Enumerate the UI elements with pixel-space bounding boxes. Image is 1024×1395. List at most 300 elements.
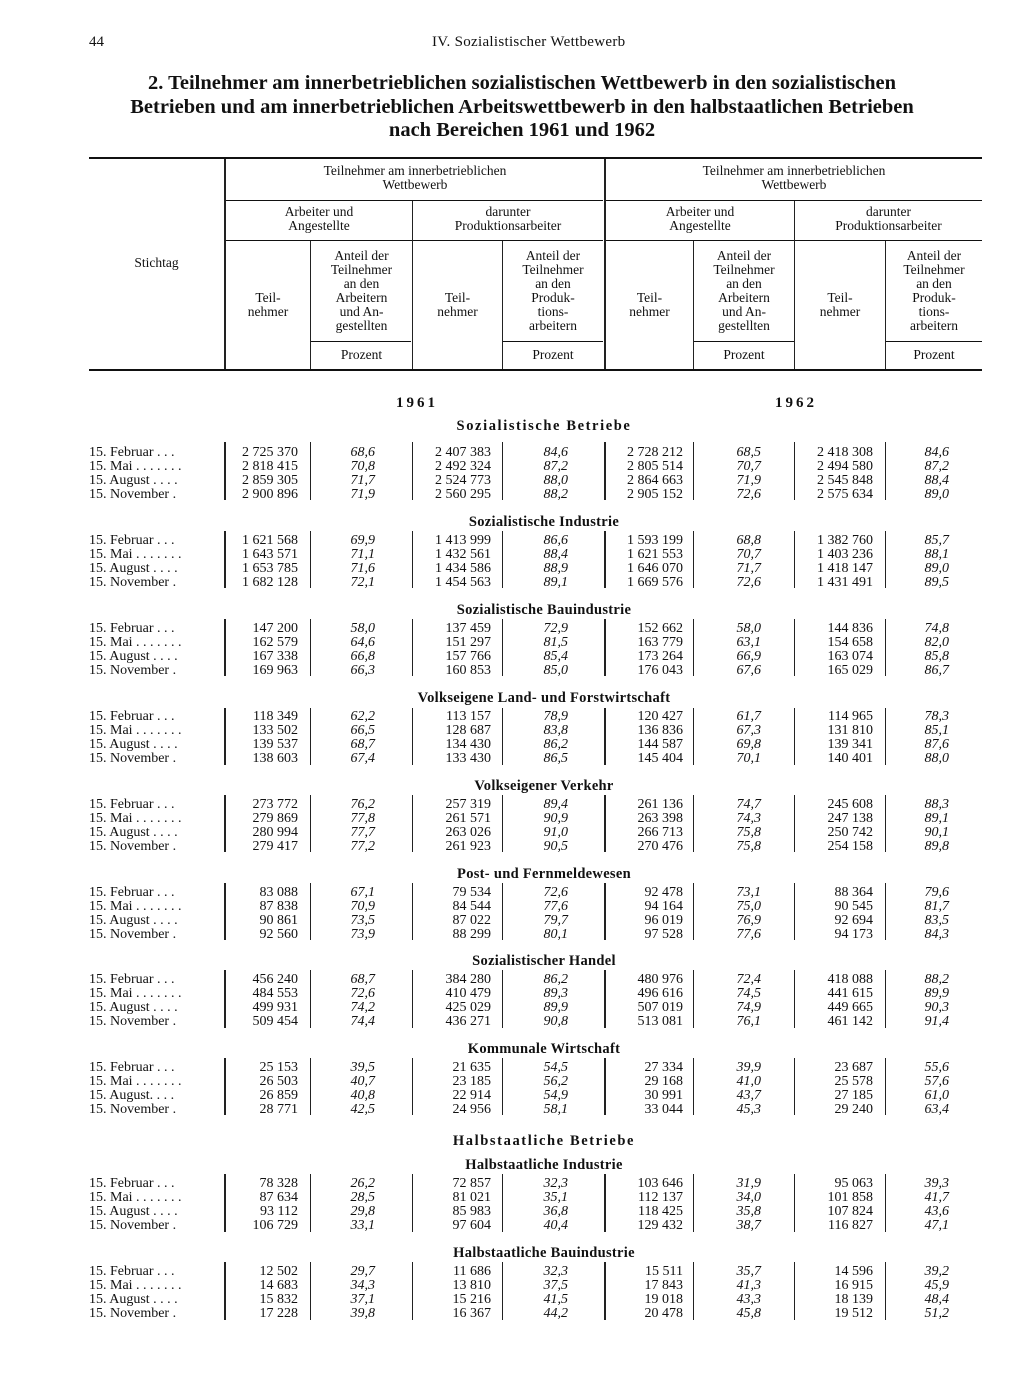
count-cell: 279 417	[252, 839, 298, 854]
count-cell: 17 843	[644, 1278, 683, 1293]
percent-cell: 41,0	[736, 1074, 761, 1089]
count-cell: 449 665	[827, 1000, 873, 1015]
title-line-3: nach Bereichen 1961 und 1962	[388, 119, 656, 141]
table-row	[0, 1001, 1024, 1015]
row-label: 15. Februar . . .	[89, 1060, 175, 1075]
percent-cell: 74,4	[350, 1014, 375, 1029]
percent-cell: 86,5	[543, 751, 568, 766]
count-cell: 418 088	[827, 972, 873, 987]
count-cell: 92 478	[644, 885, 683, 900]
page-number: 44	[89, 34, 104, 50]
percent-cell: 71,9	[350, 487, 375, 502]
table-row	[0, 928, 1024, 942]
percent-cell: 83,8	[543, 723, 568, 738]
row-label: 15. November .	[89, 1306, 177, 1321]
count-cell: 436 271	[445, 1014, 491, 1029]
percent-cell: 88,4	[543, 547, 568, 562]
count-cell: 1 432 561	[435, 547, 491, 562]
percent-cell: 74,5	[736, 986, 761, 1001]
count-cell: 273 772	[252, 797, 298, 812]
percent-cell: 91,4	[924, 1014, 949, 1029]
column-divider	[693, 1174, 694, 1232]
percent-cell: 88,9	[543, 561, 568, 576]
percent-cell: 72,6	[736, 575, 761, 590]
percent-cell: 77,7	[350, 825, 375, 840]
anteil-header-produktion: Anteil der Teilnehmer an den Produk- tions- arbeitern	[522, 248, 584, 333]
percent-cell: 77,6	[736, 927, 761, 942]
column-divider	[224, 1174, 226, 1232]
percent-cell: 75,0	[736, 899, 761, 914]
column-divider	[224, 619, 226, 676]
year-1962: 1962	[775, 395, 817, 411]
column-divider	[224, 531, 226, 588]
count-cell: 169 963	[252, 663, 298, 678]
count-cell: 13 810	[452, 1278, 491, 1293]
teilnehmer-header: Teil- nehmer	[247, 290, 289, 319]
count-cell: 93 112	[260, 1204, 298, 1219]
percent-cell: 67,1	[350, 885, 375, 900]
column-divider	[224, 442, 226, 500]
percent-cell: 73,9	[350, 927, 375, 942]
percent-cell: 81,7	[924, 899, 949, 914]
major-section-label: Halbstaatliche Betriebe	[452, 1133, 636, 1149]
table-row	[0, 1205, 1024, 1219]
column-divider	[502, 883, 503, 940]
row-label: 15. Mai . . . . . . .	[89, 547, 182, 562]
table-row	[0, 460, 1024, 474]
row-label: 15. August . . . .	[89, 825, 178, 840]
count-cell: 116 827	[828, 1218, 873, 1233]
count-cell: 137 459	[445, 621, 491, 636]
percent-cell: 63,4	[924, 1102, 949, 1117]
percent-cell: 67,4	[350, 751, 375, 766]
table-row	[0, 987, 1024, 1001]
row-label: 15. November .	[89, 663, 177, 678]
percent-cell: 39,9	[736, 1060, 761, 1075]
percent-cell: 58,1	[543, 1102, 568, 1117]
count-cell: 107 824	[827, 1204, 873, 1219]
row-label: 15. Mai . . . . . . .	[89, 1074, 182, 1089]
count-cell: 17 228	[259, 1306, 298, 1321]
darunter-header-1961: darunter Produktionsarbeiter	[454, 204, 562, 233]
percent-cell: 58,0	[350, 621, 375, 636]
column-divider	[885, 883, 886, 940]
percent-cell: 85,4	[543, 649, 568, 664]
row-label: 15. August . . . .	[89, 1204, 178, 1219]
percent-cell: 72,6	[736, 487, 761, 502]
anteil-header-arbeiter: Anteil der Teilnehmer an den Arbeitern und An- gestellten	[330, 248, 393, 333]
count-cell: 19 018	[644, 1292, 683, 1307]
percent-cell: 77,8	[350, 811, 375, 826]
percent-cell: 37,5	[543, 1278, 568, 1293]
column-divider	[310, 883, 311, 940]
percent-cell: 39,3	[924, 1176, 949, 1191]
percent-cell: 75,8	[736, 825, 761, 840]
percent-cell: 69,8	[736, 737, 761, 752]
table-row	[0, 1177, 1024, 1191]
column-divider	[502, 442, 503, 500]
percent-cell: 89,1	[924, 811, 949, 826]
percent-cell: 32,3	[543, 1176, 568, 1191]
count-cell: 1 653 785	[242, 561, 298, 576]
percent-cell: 61,0	[924, 1088, 949, 1103]
table-row	[0, 724, 1024, 738]
row-label: 15. August . . . .	[89, 737, 178, 752]
running-header	[0, 34, 1024, 54]
count-cell: 1 682 128	[242, 575, 298, 590]
count-cell: 16 915	[834, 1278, 873, 1293]
percent-cell: 71,7	[736, 561, 761, 576]
count-cell: 425 029	[445, 1000, 491, 1015]
table-row	[0, 576, 1024, 590]
count-cell: 2 494 580	[817, 459, 873, 474]
count-cell: 120 427	[637, 709, 683, 724]
column-divider	[310, 1262, 311, 1320]
count-cell: 441 615	[827, 986, 873, 1001]
count-cell: 92 560	[259, 927, 298, 942]
count-cell: 87 022	[452, 913, 491, 928]
count-cell: 160 853	[445, 663, 491, 678]
table-row	[0, 752, 1024, 766]
percent-cell: 88,0	[543, 473, 568, 488]
count-cell: 134 430	[445, 737, 491, 752]
count-cell: 87 634	[259, 1190, 298, 1205]
count-cell: 496 616	[637, 986, 683, 1001]
count-cell: 15 511	[645, 1264, 683, 1279]
percent-cell: 56,2	[543, 1074, 568, 1089]
percent-cell: 80,1	[543, 927, 568, 942]
section-heading-label: Sozialistische Bauindustrie	[456, 602, 632, 618]
running-title: IV. Sozialistischer Wettbewerb	[432, 34, 626, 50]
prozent-rule-1	[310, 341, 411, 342]
section-heading-label: Kommunale Wirtschaft	[467, 1041, 621, 1057]
percent-cell: 90,1	[924, 825, 949, 840]
column-divider	[794, 1058, 795, 1115]
count-cell: 23 185	[452, 1074, 491, 1089]
column-divider	[604, 795, 606, 852]
column-divider	[224, 708, 226, 765]
count-cell: 22 914	[452, 1088, 491, 1103]
column-divider	[693, 883, 694, 940]
row-label: 15. Februar . . .	[89, 533, 175, 548]
year-1961: 1961	[396, 395, 438, 411]
count-cell: 131 810	[827, 723, 873, 738]
column-divider	[604, 1174, 606, 1232]
column-divider	[224, 883, 226, 940]
row-label: 15. August . . . .	[89, 913, 178, 928]
percent-cell: 89,0	[924, 487, 949, 502]
percent-cell: 70,9	[350, 899, 375, 914]
percent-cell: 89,5	[924, 575, 949, 590]
column-divider	[502, 1262, 503, 1320]
table-row	[0, 900, 1024, 914]
table-row	[0, 562, 1024, 576]
count-cell: 461 142	[827, 1014, 873, 1029]
percent-cell: 78,9	[543, 709, 568, 724]
major-section-label: Sozialistische Betriebe	[456, 418, 632, 434]
section-heading-label: Post- und Fernmeldewesen	[457, 866, 631, 882]
row-label: 15. Mai . . . . . . .	[89, 899, 182, 914]
table-row	[0, 886, 1024, 900]
percent-cell: 41,3	[736, 1278, 761, 1293]
count-cell: 21 635	[452, 1060, 491, 1075]
count-cell: 1 434 586	[435, 561, 491, 576]
percent-cell: 89,1	[543, 575, 568, 590]
percent-cell: 72,4	[736, 972, 761, 987]
percent-cell: 78,3	[924, 709, 949, 724]
percent-cell: 72,6	[543, 885, 568, 900]
percent-cell: 89,9	[924, 986, 949, 1001]
count-cell: 14 596	[834, 1264, 873, 1279]
count-cell: 384 280	[445, 972, 491, 987]
table-row	[0, 826, 1024, 840]
count-cell: 78 328	[259, 1176, 298, 1191]
row-label: 15. Februar . . .	[89, 1176, 175, 1191]
percent-cell: 45,8	[736, 1306, 761, 1321]
column-divider	[310, 1058, 311, 1115]
count-cell: 140 401	[827, 751, 873, 766]
column-divider	[693, 795, 694, 852]
table-title	[60, 72, 984, 143]
percent-cell: 76,1	[736, 1014, 761, 1029]
table-row	[0, 1015, 1024, 1029]
percent-cell: 88,3	[924, 797, 949, 812]
column-divider	[412, 795, 413, 852]
anteil-header-produktion: Anteil der Teilnehmer an den Produk- tions- arbeitern	[903, 248, 965, 333]
count-cell: 2 805 514	[627, 459, 683, 474]
count-cell: 163 074	[827, 649, 873, 664]
percent-cell: 41,5	[543, 1292, 568, 1307]
table-row	[0, 474, 1024, 488]
table-row	[0, 812, 1024, 826]
group-rule-1961	[225, 200, 603, 201]
percent-cell: 74,8	[924, 621, 949, 636]
column-divider	[310, 708, 311, 765]
column-divider	[412, 970, 413, 1028]
anteil-header-arbeiter: Anteil der Teilnehmer an den Arbeitern und An- gestellten	[713, 248, 775, 333]
column-divider	[310, 970, 311, 1028]
table-row	[0, 1265, 1024, 1279]
count-cell: 97 604	[452, 1218, 491, 1233]
column-divider	[310, 619, 311, 676]
count-cell: 118 349	[253, 709, 298, 724]
percent-cell: 64,6	[350, 635, 375, 650]
column-divider	[502, 1174, 503, 1232]
count-cell: 12 502	[259, 1264, 298, 1279]
column-divider	[604, 970, 606, 1028]
count-cell: 1 621 568	[242, 533, 298, 548]
prozent-rule-4	[885, 341, 982, 342]
column-divider	[794, 1262, 795, 1320]
table-row	[0, 622, 1024, 636]
row-label: 15. Februar . . .	[89, 709, 175, 724]
column-divider	[412, 442, 413, 500]
count-cell: 26 859	[259, 1088, 298, 1103]
column-divider	[224, 1058, 226, 1115]
percent-cell: 71,1	[350, 547, 375, 562]
section-heading-label: Volkseigener Verkehr	[474, 778, 614, 794]
section-heading-halbstaatliche-industrie	[0, 1157, 1024, 1174]
count-cell: 90 861	[259, 913, 298, 928]
section-heading-volkseigener-verkehr	[0, 778, 1024, 795]
percent-cell: 63,1	[736, 635, 761, 650]
row-label: 15. Mai . . . . . . .	[89, 986, 182, 1001]
percent-cell: 61,7	[736, 709, 761, 724]
column-divider	[885, 1058, 886, 1115]
row-label: 15. Februar . . .	[89, 972, 175, 987]
column-divider	[502, 708, 503, 765]
table-row	[0, 636, 1024, 650]
darunter-header-1962: darunter Produktionsarbeiter	[835, 204, 942, 233]
row-label: 15. Februar . . .	[89, 621, 175, 636]
row-label: 15. November .	[89, 1014, 177, 1029]
count-cell: 27 185	[834, 1088, 873, 1103]
percent-cell: 41,7	[924, 1190, 949, 1205]
count-cell: 279 869	[252, 811, 298, 826]
count-cell: 92 694	[834, 913, 873, 928]
count-cell: 1 593 199	[627, 533, 683, 548]
column-divider	[794, 531, 795, 588]
percent-cell: 39,2	[924, 1264, 949, 1279]
count-cell: 165 029	[827, 663, 873, 678]
percent-cell: 79,6	[924, 885, 949, 900]
section-heading-label: Halbstaatliche Bauindustrie	[453, 1245, 635, 1261]
table-row	[0, 488, 1024, 502]
row-label: 15. November .	[89, 751, 177, 766]
percent-cell: 84,3	[924, 927, 949, 942]
stichtag-header: Stichtag	[134, 255, 179, 270]
percent-cell: 40,4	[543, 1218, 568, 1233]
count-cell: 257 319	[445, 797, 491, 812]
row-label: 15. November .	[89, 1102, 177, 1117]
percent-cell: 45,9	[924, 1278, 949, 1293]
percent-cell: 31,9	[736, 1176, 761, 1191]
count-cell: 88 299	[452, 927, 491, 942]
percent-cell: 69,9	[350, 533, 375, 548]
column-divider	[693, 708, 694, 765]
count-cell: 96 019	[644, 913, 683, 928]
count-cell: 87 838	[259, 899, 298, 914]
percent-cell: 87,2	[924, 459, 949, 474]
count-cell: 247 138	[827, 811, 873, 826]
percent-cell: 28,5	[350, 1190, 375, 1205]
percent-cell: 67,3	[736, 723, 761, 738]
column-divider	[604, 1262, 606, 1320]
column-divider	[794, 1174, 795, 1232]
teilnehmer-header: Teil- nehmer	[629, 290, 670, 319]
count-cell: 14 683	[259, 1278, 298, 1293]
section-heading-sozialistische-bauindustrie	[0, 602, 1024, 619]
column-divider	[502, 531, 503, 588]
count-cell: 136 836	[637, 723, 683, 738]
percent-cell: 70,8	[350, 459, 375, 474]
count-cell: 25 578	[834, 1074, 873, 1089]
column-divider	[794, 442, 795, 500]
column-divider	[794, 795, 795, 852]
percent-cell: 89,9	[543, 1000, 568, 1015]
count-cell: 1 403 236	[817, 547, 873, 562]
percent-cell: 90,9	[543, 811, 568, 826]
row-label: 15. November .	[89, 927, 177, 942]
count-cell: 144 836	[827, 621, 873, 636]
percent-cell: 54,9	[543, 1088, 568, 1103]
row-label: 15. November .	[89, 487, 177, 502]
table-row	[0, 1061, 1024, 1075]
column-divider	[224, 795, 226, 852]
column-divider	[310, 531, 311, 588]
percent-cell: 29,7	[350, 1264, 375, 1279]
column-divider	[412, 531, 413, 588]
count-cell: 29 240	[834, 1102, 873, 1117]
percent-cell: 71,7	[350, 473, 375, 488]
percent-cell: 86,7	[924, 663, 949, 678]
percent-cell: 88,4	[924, 473, 949, 488]
count-cell: 79 534	[452, 885, 491, 900]
row-label: 15. August. . . .	[89, 1088, 175, 1103]
table-row	[0, 738, 1024, 752]
count-cell: 24 956	[452, 1102, 491, 1117]
count-cell: 456 240	[252, 972, 298, 987]
percent-cell: 89,3	[543, 986, 568, 1001]
column-divider	[604, 708, 606, 765]
title-line-2: Betrieben und am innerbetrieblichen Arbeitswettbewerb in den halbstaatlichen Betrieben	[130, 95, 914, 118]
prozent-label: Prozent	[532, 347, 574, 362]
percent-cell: 48,4	[924, 1292, 949, 1307]
percent-cell: 85,1	[924, 723, 949, 738]
percent-cell: 84,6	[924, 445, 949, 460]
row-label: 15. August . . . .	[89, 1000, 178, 1015]
count-cell: 112 137	[638, 1190, 683, 1205]
percent-cell: 71,6	[350, 561, 375, 576]
count-cell: 128 687	[445, 723, 491, 738]
column-divider	[412, 1174, 413, 1232]
table-row	[0, 1191, 1024, 1205]
count-cell: 157 766	[445, 649, 491, 664]
count-cell: 139 341	[827, 737, 873, 752]
count-cell: 139 537	[252, 737, 298, 752]
percent-cell: 58,0	[736, 621, 761, 636]
percent-cell: 77,6	[543, 899, 568, 914]
row-label: 15. November .	[89, 839, 177, 854]
percent-cell: 73,5	[350, 913, 375, 928]
column-divider	[885, 531, 886, 588]
percent-cell: 87,6	[924, 737, 949, 752]
column-divider	[885, 708, 886, 765]
count-cell: 2 725 370	[242, 445, 298, 460]
percent-cell: 66,8	[350, 649, 375, 664]
percent-cell: 68,5	[736, 445, 761, 460]
percent-cell: 51,2	[924, 1306, 949, 1321]
column-divider	[794, 708, 795, 765]
count-cell: 261 571	[445, 811, 491, 826]
count-cell: 81 021	[452, 1190, 491, 1205]
group-header-1961: Teilnehmer am innerbetrieblichen Wettbewerb	[323, 163, 507, 192]
percent-cell: 38,7	[736, 1218, 761, 1233]
percent-cell: 88,2	[924, 972, 949, 987]
column-divider	[885, 970, 886, 1028]
arbeiter-header-1962: Arbeiter und Angestellte	[665, 204, 735, 233]
table-row	[0, 650, 1024, 664]
row-label: 15. August . . . .	[89, 561, 178, 576]
column-divider	[693, 970, 694, 1028]
percent-cell: 35,8	[736, 1204, 761, 1219]
count-cell: 261 923	[445, 839, 491, 854]
row-label: 15. Februar . . .	[89, 797, 175, 812]
percent-cell: 86,6	[543, 533, 568, 548]
count-cell: 173 264	[637, 649, 683, 664]
count-cell: 2 418 308	[817, 445, 873, 460]
group-header-1962: Teilnehmer am innerbetrieblichen Wettbewerb	[702, 163, 886, 192]
